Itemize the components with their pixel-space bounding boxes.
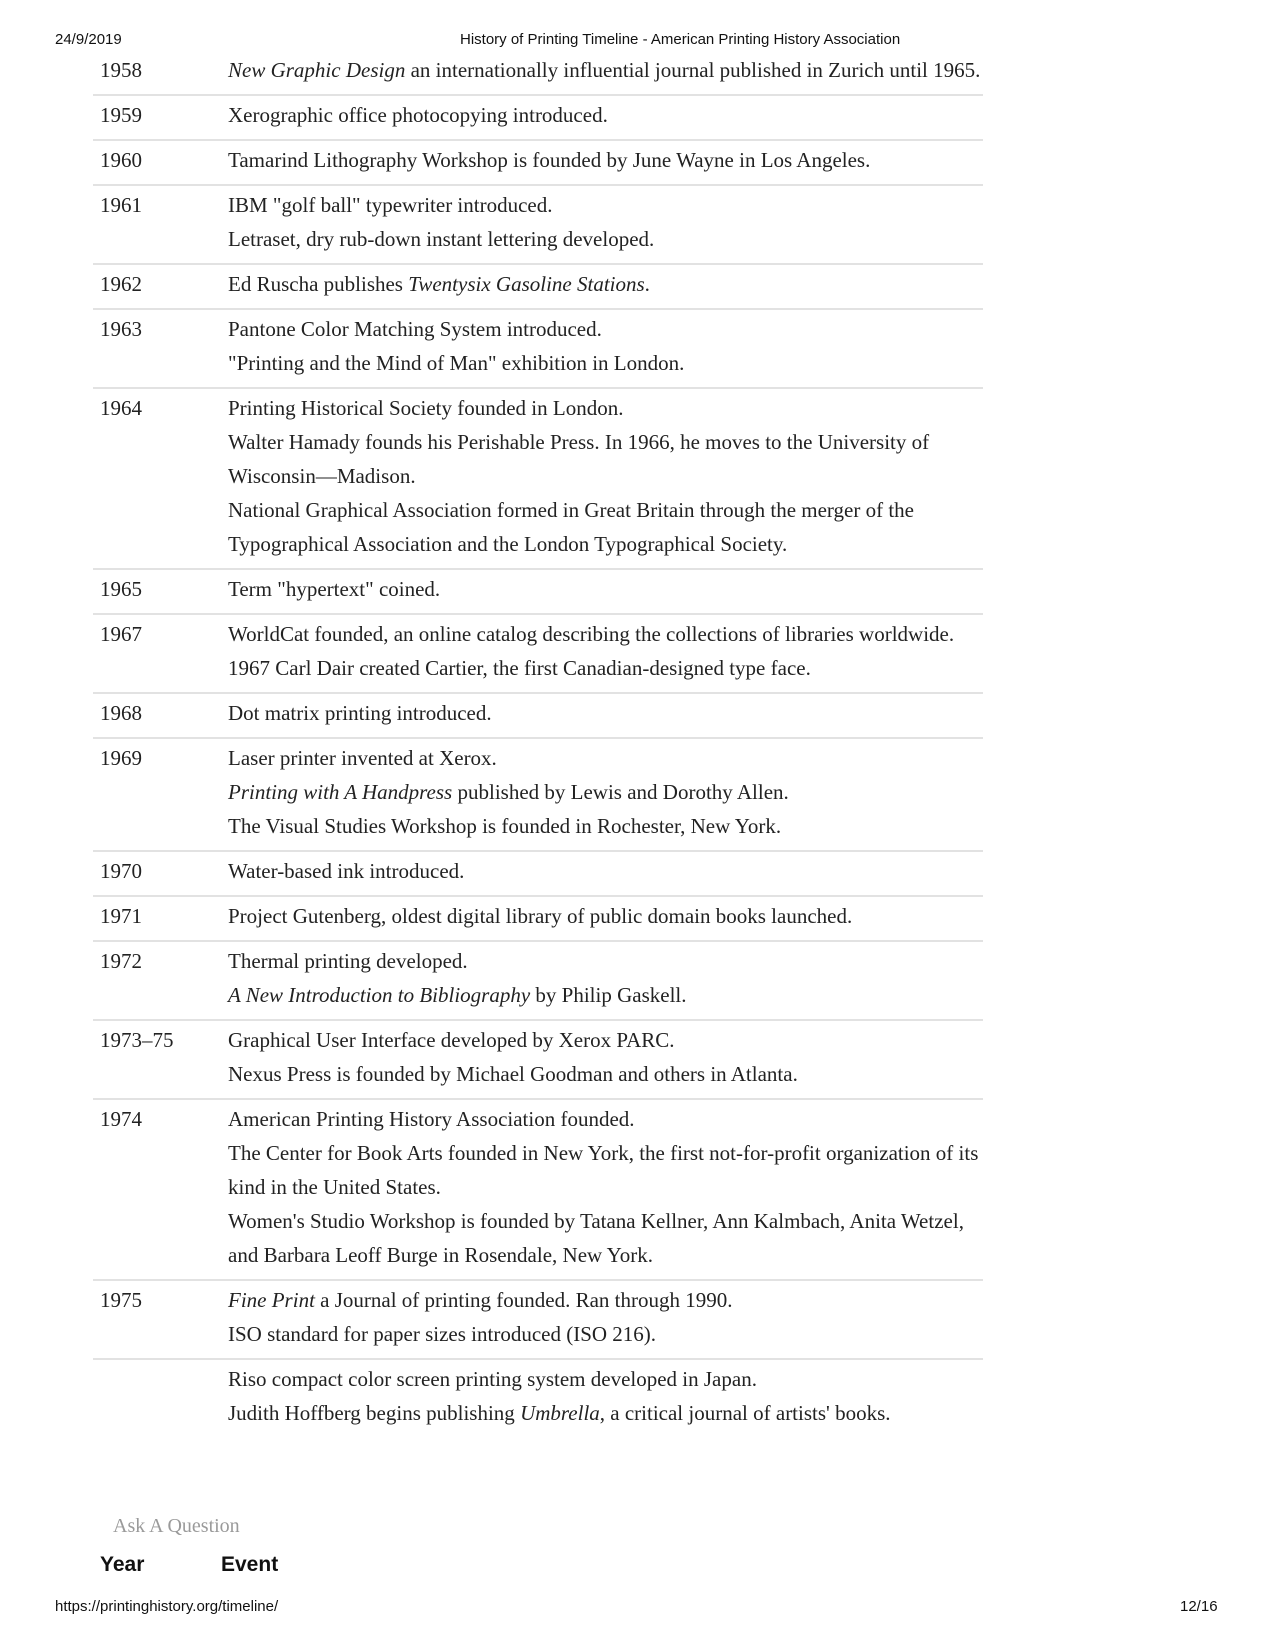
event-text: Term "hypertext" coined. [228, 577, 441, 601]
event-text: "Printing and the Mind of Man" exhibition in London. [228, 351, 685, 375]
event-text: . [644, 272, 650, 296]
timeline-year: 1964 [100, 396, 142, 420]
timeline-event [228, 1396, 983, 1430]
print-date: 24/9/2019 [55, 31, 122, 48]
timeline-event [228, 1204, 983, 1272]
event-publication-title: Fine Print [228, 1288, 315, 1312]
event-text: WorldCat founded, an online catalog describing the collections of libraries worldwide. [228, 622, 955, 646]
print-header [0, 31, 1275, 51]
timeline-year: 1965 [100, 577, 142, 601]
timeline-row [93, 897, 983, 942]
event-text: ISO standard for paper sizes introduced (ISO 216). [228, 1322, 657, 1346]
event-text: a Journal of printing founded. Ran through 1990. [314, 1288, 733, 1312]
event-publication-title: A New Introduction to Bibliography [228, 983, 531, 1007]
timeline-event [228, 98, 983, 132]
timeline-year: 1975 [100, 1288, 142, 1312]
event-text: Xerographic office photocopying introduced. [228, 103, 608, 127]
timeline-event [228, 696, 983, 730]
timeline-event [228, 346, 983, 380]
timeline-year: 1961 [100, 193, 142, 217]
timeline-year: 1970 [100, 859, 142, 883]
timeline-year: 1969 [100, 746, 142, 770]
timeline-event [228, 854, 983, 888]
timeline-event [228, 143, 983, 177]
timeline-row [93, 1360, 983, 1457]
timeline-event [228, 944, 983, 978]
timeline-events [228, 143, 983, 177]
event-text: Dot matrix printing introduced. [228, 701, 492, 725]
timeline-events [228, 312, 983, 380]
timeline-event [228, 312, 983, 346]
timeline-row [93, 1281, 983, 1360]
timeline-events [228, 1283, 983, 1351]
timeline-events [228, 53, 983, 87]
timeline-year: 1967 [100, 622, 142, 646]
timeline-event [228, 1023, 983, 1057]
print-page-number: 12/16 [1180, 1598, 1218, 1615]
timeline-event [228, 1057, 983, 1091]
timeline-event [228, 1136, 983, 1204]
event-text: Nexus Press is founded by Michael Goodman and others in Atlanta. [228, 1062, 798, 1086]
timeline-row [93, 942, 983, 1021]
timeline-row [93, 310, 983, 389]
event-publication-title: Twentysix Gasoline Stations [408, 272, 645, 296]
timeline-table [93, 51, 983, 1457]
column-header-year: Year [100, 1553, 145, 1576]
event-text: Laser printer invented at Xerox. [228, 746, 497, 770]
timeline-row [93, 852, 983, 897]
event-text: American Printing History Association founded. [228, 1107, 635, 1131]
event-publication-title: New Graphic Design [228, 58, 406, 82]
timeline-year: 1960 [100, 148, 142, 172]
timeline-events [228, 572, 983, 606]
event-text: The Center for Book Arts founded in New York, the first not-for-profit organization of its kind in the United States. [228, 1141, 979, 1199]
timeline-events [228, 617, 983, 685]
column-header-event: Event [221, 1553, 279, 1576]
timeline-events [228, 188, 983, 256]
timeline-event [228, 741, 983, 775]
event-text: Printing Historical Society founded in London. [228, 396, 624, 420]
event-publication-title: Umbrella [520, 1401, 600, 1425]
timeline-events [228, 741, 983, 843]
timeline-row [93, 1021, 983, 1100]
timeline-events [228, 899, 983, 933]
timeline-event [228, 899, 983, 933]
print-url: https://printinghistory.org/timeline/ [55, 1598, 279, 1615]
timeline-event [228, 222, 983, 256]
timeline-row [93, 570, 983, 615]
timeline-event [228, 1283, 983, 1317]
timeline-events [228, 391, 983, 561]
event-text: by Philip Gaskell. [530, 983, 687, 1007]
event-text: Project Gutenberg, oldest digital library of public domain books launched. [228, 904, 853, 928]
timeline-year: 1958 [100, 58, 142, 82]
event-text: Water-based ink introduced. [228, 859, 465, 883]
event-text: Riso compact color screen printing system developed in Japan. [228, 1367, 757, 1391]
timeline-year: 1972 [100, 949, 142, 973]
timeline-year: 1971 [100, 904, 142, 928]
timeline-year: 1973–75 [100, 1028, 174, 1052]
timeline-event [228, 391, 983, 425]
event-text: Walter Hamady founds his Perishable Press. In 1966, he moves to the University of Wisconsin—Madison. [228, 430, 930, 488]
timeline-events [228, 944, 983, 1012]
timeline-events [228, 98, 983, 132]
timeline-event [228, 493, 983, 561]
timeline-year: 1962 [100, 272, 142, 296]
event-text: Graphical User Interface developed by Xerox PARC. [228, 1028, 675, 1052]
timeline-row [93, 96, 983, 141]
timeline-year: 1959 [100, 103, 142, 127]
timeline-year: 1963 [100, 317, 142, 341]
event-text: National Graphical Association formed in Great Britain through the merger of the Typographical Association and the London Typographical Society. [228, 498, 914, 556]
timeline-event [228, 572, 983, 606]
timeline-event [228, 1317, 983, 1351]
timeline-event [228, 651, 983, 685]
timeline-event [228, 267, 983, 301]
timeline-row [93, 389, 983, 570]
timeline-event [228, 617, 983, 651]
event-text: Thermal printing developed. [228, 949, 468, 973]
timeline-event [228, 978, 983, 1012]
timeline-events [228, 696, 983, 730]
timeline-event [228, 775, 983, 809]
timeline-event [228, 53, 983, 87]
timeline-events [228, 267, 983, 301]
timeline-row [93, 141, 983, 186]
timeline-year: 1974 [100, 1107, 142, 1131]
timeline-events [228, 1362, 983, 1450]
timeline-events [228, 1102, 983, 1272]
ask-question-button[interactable]: Ask A Question [110, 1515, 243, 1538]
print-page-title: History of Printing Timeline - American Printing History Association [460, 31, 901, 48]
event-text: The Visual Studies Workshop is founded in Rochester, New York. [228, 814, 782, 838]
timeline-events [228, 854, 983, 888]
timeline-events [228, 1023, 983, 1091]
event-text: IBM "golf ball" typewriter introduced. [228, 193, 553, 217]
timeline-year [93, 1362, 228, 1450]
timeline-event [228, 425, 983, 493]
event-text-prefix: Judith Hoffberg begins publishing [228, 1401, 521, 1425]
event-text: 1967 Carl Dair created Cartier, the first Canadian-designed type face. [228, 656, 811, 680]
timeline-event [228, 809, 983, 843]
sticky-table-header [0, 1550, 1275, 1594]
timeline-row [93, 1100, 983, 1281]
event-text: Women's Studio Workshop is founded by Tatana Kellner, Ann Kalmbach, Anita Wetzel, and Barbara Leoff Burge in Rosendale, New York. [228, 1209, 964, 1267]
timeline-row [93, 739, 983, 852]
event-text: published by Lewis and Dorothy Allen. [452, 780, 789, 804]
timeline-row [93, 265, 983, 310]
timeline-event [228, 188, 983, 222]
event-text: an internationally influential journal published in Zurich until 1965. [405, 58, 981, 82]
timeline-event [228, 1102, 983, 1136]
event-text-prefix: Ed Ruscha publishes [228, 272, 409, 296]
event-text: Letraset, dry rub-down instant lettering developed. [228, 227, 655, 251]
event-text: Pantone Color Matching System introduced. [228, 317, 602, 341]
timeline-row [93, 694, 983, 739]
timeline-event [228, 1362, 983, 1396]
timeline-row [93, 615, 983, 694]
event-publication-title: Printing with A Handpress [228, 780, 453, 804]
timeline-row [93, 186, 983, 265]
event-text: , a critical journal of artists' books. [599, 1401, 891, 1425]
event-text: Tamarind Lithography Workshop is founded by June Wayne in Los Angeles. [228, 148, 871, 172]
print-footer [0, 1598, 1275, 1618]
timeline-year: 1968 [100, 701, 142, 725]
timeline-row [93, 51, 983, 96]
